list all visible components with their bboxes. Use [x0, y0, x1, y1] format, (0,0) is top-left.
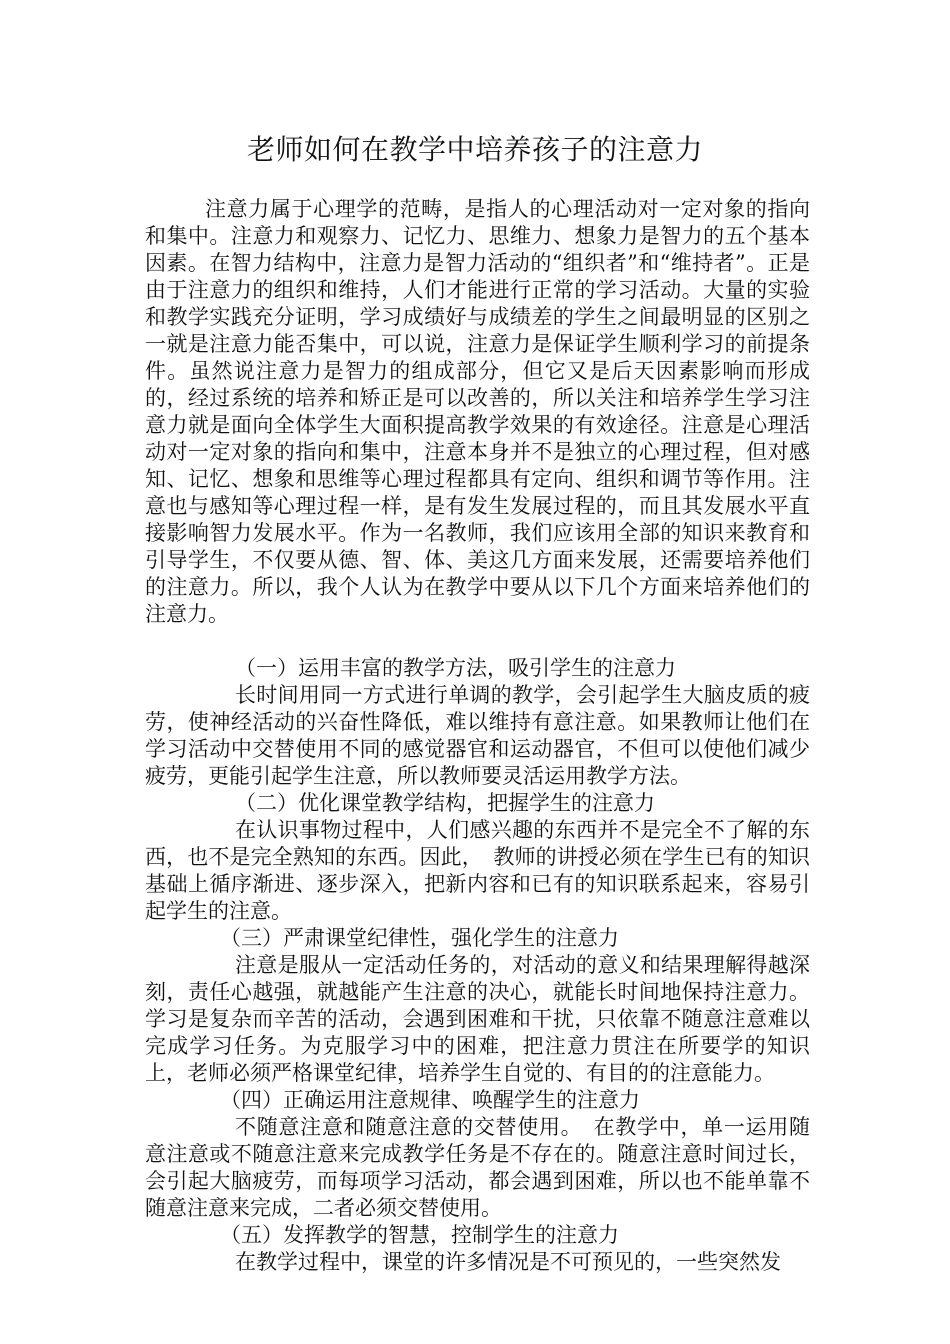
section-paragraph-3: 注意是服从一定活动任务的，对活动的意义和结果理解得越深刻，责任心越强，就越能产生注意的决心，就能长时间地保持注意力。学习是复杂而辛苦的活动，会遇到困难和干扰，只依靠不随意注意难以完成学习任务。为克服学习中的困难，把注意力贯注在所要学的知识上，老师必须严格课堂纪律，培养学生自觉的、有目的的注意能力。	[145, 953, 810, 1085]
section-heading-1: （一）运用丰富的教学方法，吸引学生的注意力	[235, 656, 676, 680]
section-heading-4: （四）正确运用注意规律、唤醒学生的注意力	[220, 1088, 640, 1112]
section-paragraph-5: 在教学过程中，课堂的许多情况是不可预见的，一些突然发	[235, 1250, 781, 1274]
section-paragraph-4: 不随意注意和随意注意的交替使用。 在教学中，单一运用随意注意或不随意注意来完成教学任务是不存在的。随意注意时间过长，会引起大脑疲劳，而每项学习活动，都会遇到困难，所以也不能单靠不随意注意来完成，二者必须交替使用。	[145, 1115, 810, 1220]
intro-paragraph: 注意力属于心理学的范畴，是指人的心理活动对一定对象的指向和集中。注意力和观察力、记忆力、思维力、想象力是智力的五个基本因素。在智力结构中，注意力是智力活动的“组织者”和“维持者”。正是由于注意力的组织和维持，人们才能进行正常的学习活动。大量的实验和教学实践充分证明，学习成绩好与成绩差的学生之间最明显的区别之一就是注意力能否集中，可以说，注意力是保证学生顺利学习的前提条件。虽然说注意力是智力的组成部分，但它又是后天因素影响而形成的，经过系统的培养和矫正是可以改善的，所以关注和培养学生学习注意力就是面向全体学生大面积提高教学效果的有效途径。注意是心理活动对一定对象的指向和集中，注意本身并不是独立的心理过程，但对感知、记忆、想象和思维等心理过程都具有定向、组织和调节等作用。注意也与感知等心理过程一样，是有发生发展过程的，而且其发展水平直接影响智力发展水平。作为一名教师，我们应该用全部的知识来教育和引导学生，不仅要从德、智、体、美这几方面来发展，还需要培养他们的注意力。所以，我个人认为在教学中要从以下几个方面来培养他们的注意力。	[145, 197, 810, 626]
section-paragraph-2: 在认识事物过程中，人们感兴趣的东西并不是完全不了解的东西，也不是完全熟知的东西。因此， 教师的讲授必须在学生已有的知识基础上循序渐进、逐步深入，把新内容和已有的知识联系起来，容易引起学生的注意。	[145, 818, 810, 923]
section-heading-2: （二）优化课堂教学结构，把握学生的注意力	[235, 791, 655, 815]
section-heading-5: （五）发挥教学的智慧，控制学生的注意力	[220, 1223, 619, 1247]
section-paragraph-1: 长时间用同一方式进行单调的教学，会引起学生大脑皮质的疲劳，使神经活动的兴奋性降低，难以维持有意注意。如果教师让他们在学习活动中交替使用不同的感觉器官和运动器官，不但可以使他们减少疲劳，更能引起学生注意，所以教师要灵活运用教学方法。	[145, 683, 810, 788]
document-body	[145, 196, 810, 1276]
section-heading-3: （三）严肃课堂纪律性，强化学生的注意力	[220, 926, 619, 950]
paragraph-spacer	[145, 628, 810, 655]
document-title: 老师如何在教学中培养孩子的注意力	[246, 133, 703, 166]
